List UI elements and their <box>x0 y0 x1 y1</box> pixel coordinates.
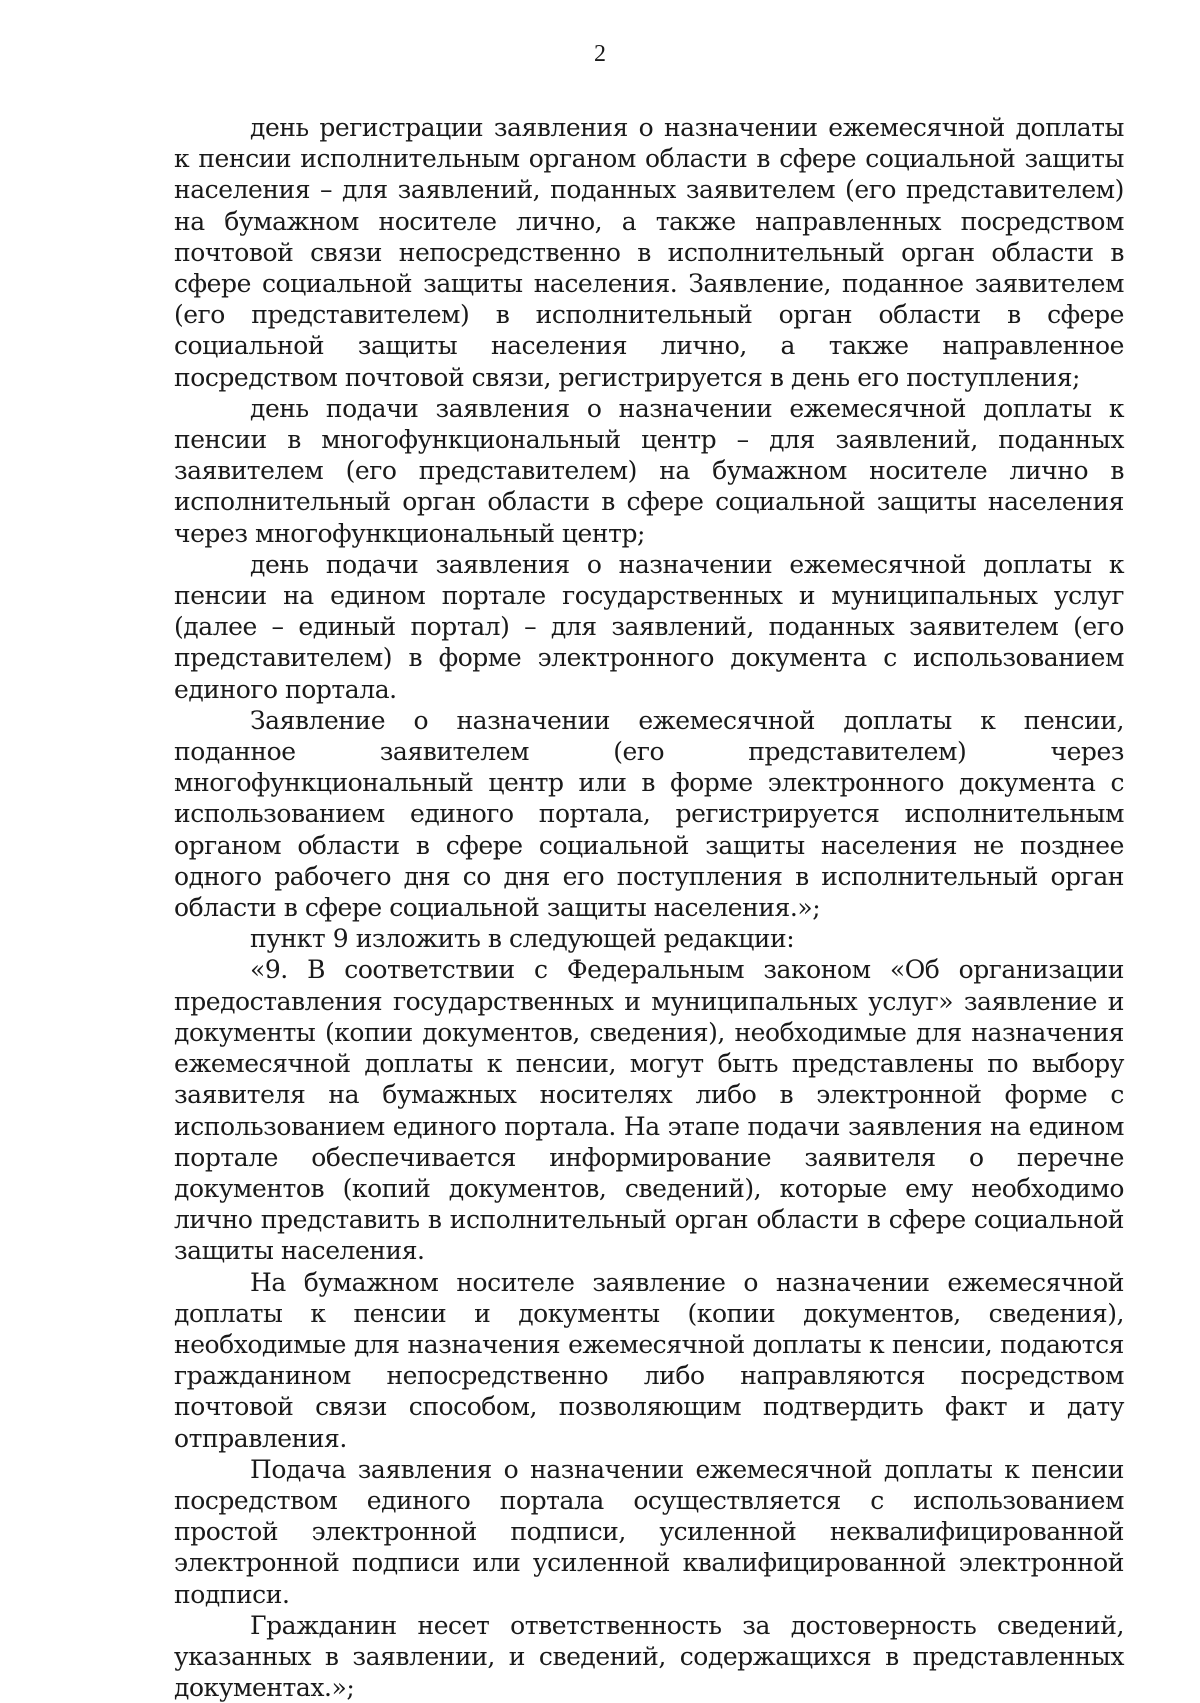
paragraph: Подача заявления о назначении ежемесячной доплаты к пенсии посредством единого портала осуществляется с использованием простой электронной подписи, усиленной неквалифицированной электронной подписи или усиленной квалифицированной электронной подписи. <box>174 1454 1124 1609</box>
paragraph: пункт 9 изложить в следующей редакции: <box>250 924 795 954</box>
paragraph: день подачи заявления о назначении ежемесячной доплаты к пенсии на едином портале государственных и муниципальных услуг (далее – единый портал) – для заявлений, поданных заявителем (его представителем) в форме электронного документа с использованием единого портала. <box>174 549 1124 704</box>
paragraph: Гражданин несет ответственность за достоверность сведений, указанных в заявлении, и сведений, содержащихся в представленных документах.»; <box>174 1610 1124 1703</box>
paragraph: На бумажном носителе заявление о назначении ежемесячной доплаты к пенсии и документы (копии документов, сведения), необходимые для назначения ежемесячной доплаты к пенсии, подаются гражданином непосредственно либо направляются посредством почтовой связи способом, позволяющим подтвердить факт и дату отправления. <box>174 1267 1124 1453</box>
page-number: 2 <box>594 41 606 67</box>
paragraph: «9. В соответствии с Федеральным законом «Об организации предоставления государственных и муниципальных услуг» заявление и документы (копии документов, сведения), необходимые для назначения ежемесячной доплаты к пенсии, могут быть представлены по выбору заявителя на бумажных носителях либо в электронной форме с использованием единого портала. На этапе подачи заявления на едином портале обеспечивается информирование заявителя о перечне документов (копий документов, сведений), которые ему необходимо лично представить в исполнительный орган области в сфере социальной защиты населения. <box>174 955 1124 1266</box>
paragraph: день регистрации заявления о назначении ежемесячной доплаты к пенсии исполнительным органом области в сфере социальной защиты населения – для заявлений, поданных заявителем (его представителем) на бумажном носителе лично, а также направленных посредством почтовой связи непосредственно в исполнительный орган области в сфере социальной защиты населения. Заявление, поданное заявителем (его представителем) в исполнительный орган области в сфере социальной защиты населения лично, а также направленное посредством почтовой связи, регистрируется в день его поступления; <box>174 113 1124 392</box>
document-body <box>174 112 1124 1703</box>
paragraph: день подачи заявления о назначении ежемесячной доплаты к пенсии в многофункциональный центр – для заявлений, поданных заявителем (его представителем) на бумажном носителе лично в исполнительный орган области в сфере социальной защиты населения через многофункциональный центр; <box>174 393 1124 548</box>
paragraph: Заявление о назначении ежемесячной доплаты к пенсии, поданное заявителем (его представителем) через многофункциональный центр или в форме электронного документа с использованием единого портала, регистрируется исполнительным органом области в сфере социальной защиты населения не позднее одного рабочего дня со дня его поступления в исполнительный орган области в сфере социальной защиты населения.»; <box>174 705 1124 923</box>
